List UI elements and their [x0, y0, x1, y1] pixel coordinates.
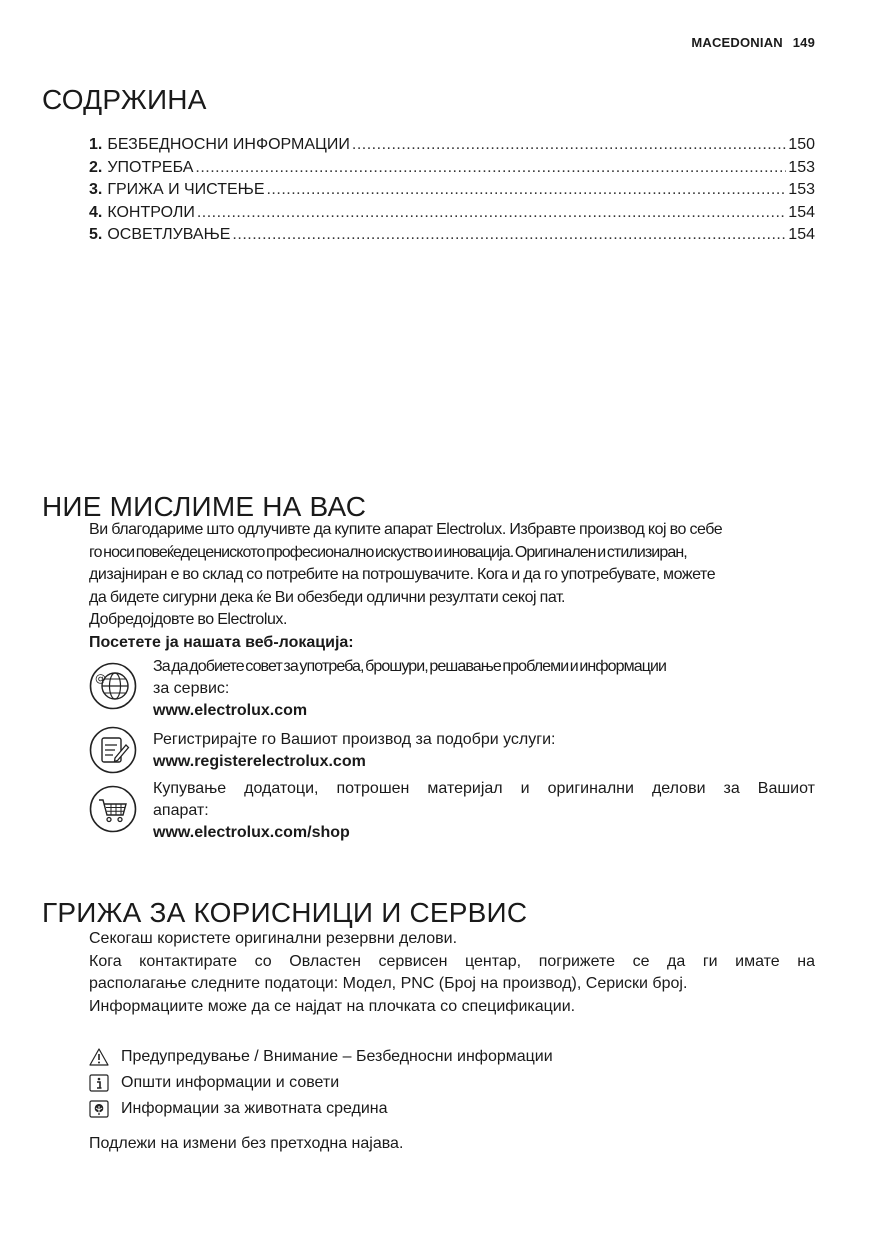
thinking-of-you-text: [89, 519, 815, 654]
toc-entry-label: УПОТРЕБА: [107, 158, 194, 176]
shopping-cart-icon: [89, 785, 137, 833]
register-icon: [89, 726, 137, 774]
environment-icon: [89, 1100, 109, 1118]
svg-text:@: @: [95, 672, 106, 685]
toc-entry[interactable]: [89, 226, 815, 249]
toc-entry-number: 5.: [89, 226, 103, 243]
toc-entry-page: 154: [788, 203, 815, 221]
footer-note: Подлежи на измени без претходна најава.: [89, 1135, 404, 1152]
web-link-description: Регистрирајте го Вашиот производ за подобри услуги:: [153, 731, 556, 748]
toc-title: СОДРЖИНА: [42, 84, 207, 115]
toc-leader-dots: [352, 136, 786, 154]
toc-entry[interactable]: [89, 136, 815, 159]
legend-label: Општи информации и совети: [121, 1074, 340, 1091]
intro-line: да бидете сигурни дека ќе Ви обезбеди одлични резултати секој пат.: [89, 588, 566, 606]
toc-entry-label: ОСВЕТЛУВАЊЕ: [107, 226, 231, 243]
legend-label: Информации за животната средина: [121, 1100, 388, 1117]
care-line: располагање следните податоци: Модел, PNC (Број на производ), Сериски број.: [89, 975, 688, 992]
intro-line: Добредојдовте во Electrolux.: [89, 611, 287, 628]
warning-icon: [89, 1048, 109, 1066]
care-line: Кога контактирате со Овластен сервисен центар, погрижете се да ги имате на: [89, 952, 815, 970]
toc-entry-page: 153: [788, 181, 815, 198]
toc-leader-dots: [266, 181, 786, 199]
info-icon: [89, 1074, 109, 1092]
electrolux-url-link[interactable]: www.electrolux.com: [153, 702, 308, 719]
register-url-link[interactable]: www.registerelectrolux.com: [153, 753, 366, 770]
web-link-description: апарат:: [153, 802, 209, 819]
customer-care-title: ГРИЖА ЗА КОРИСНИЦИ И СЕРВИС: [42, 897, 528, 928]
toc-leader-dots: [195, 159, 786, 177]
customer-care-text: [89, 928, 815, 1018]
page-header: [691, 35, 815, 50]
toc-leader-dots: [197, 204, 786, 222]
toc-entry-label: ГРИЖА И ЧИСТЕЊЕ: [107, 181, 265, 198]
intro-line: Ви благодариме што одлучивте да купите апарат Electrolux. Избравте производ кој во себе: [89, 521, 723, 538]
toc-entry-label: БЕЗБЕДНОСНИ ИНФОРМАЦИИ: [107, 136, 350, 153]
intro-line: го носи повеќедецениското професионално искуство и иновација. Оригинален и стилизиран,: [89, 543, 687, 561]
web-link-description: за сервис:: [153, 680, 230, 697]
toc-entry-page: 150: [788, 136, 815, 153]
visit-website-heading: Посетете ја нашата веб-локација:: [89, 633, 354, 651]
web-link-description: За да добиете совет за употреба, брошури, решавање проблеми и информации: [153, 658, 667, 675]
intro-line: дизајниран е во склад со потребите на потрошувачите. Кога и да го употребувате, можете: [89, 566, 716, 583]
globe-icon: [89, 662, 137, 710]
thinking-of-you-title: НИЕ МИСЛИМЕ НА ВАС: [42, 491, 367, 522]
web-link-description: Купување додатоци, потрошен материјал и оригинални делови за Вашиот: [153, 780, 815, 797]
toc-leader-dots: [232, 226, 786, 244]
toc-entry-number: 1.: [89, 136, 103, 153]
table-of-contents: [89, 136, 815, 249]
toc-entry-number: 4.: [89, 203, 103, 221]
toc-entry-number: 3.: [89, 181, 103, 198]
care-line: Секогаш користете оригинални резервни делови.: [89, 930, 458, 947]
toc-entry-number: 2.: [89, 158, 103, 176]
toc-entry-page: 153: [788, 158, 815, 176]
toc-entry[interactable]: [89, 181, 815, 204]
toc-entry[interactable]: [89, 204, 815, 227]
toc-entry-label: КОНТРОЛИ: [107, 203, 195, 221]
shop-url-link[interactable]: www.electrolux.com/shop: [153, 824, 350, 841]
header-page-number: 149: [792, 35, 815, 50]
toc-entry-page: 154: [788, 226, 815, 243]
header-language: MACEDONIAN: [691, 35, 783, 50]
care-line: Информациите може да се најдат на плочката со спецификации.: [89, 997, 576, 1015]
legend-label: Предупредување / Внимание – Безбедносни информации: [121, 1048, 553, 1065]
toc-entry[interactable]: [89, 159, 815, 182]
